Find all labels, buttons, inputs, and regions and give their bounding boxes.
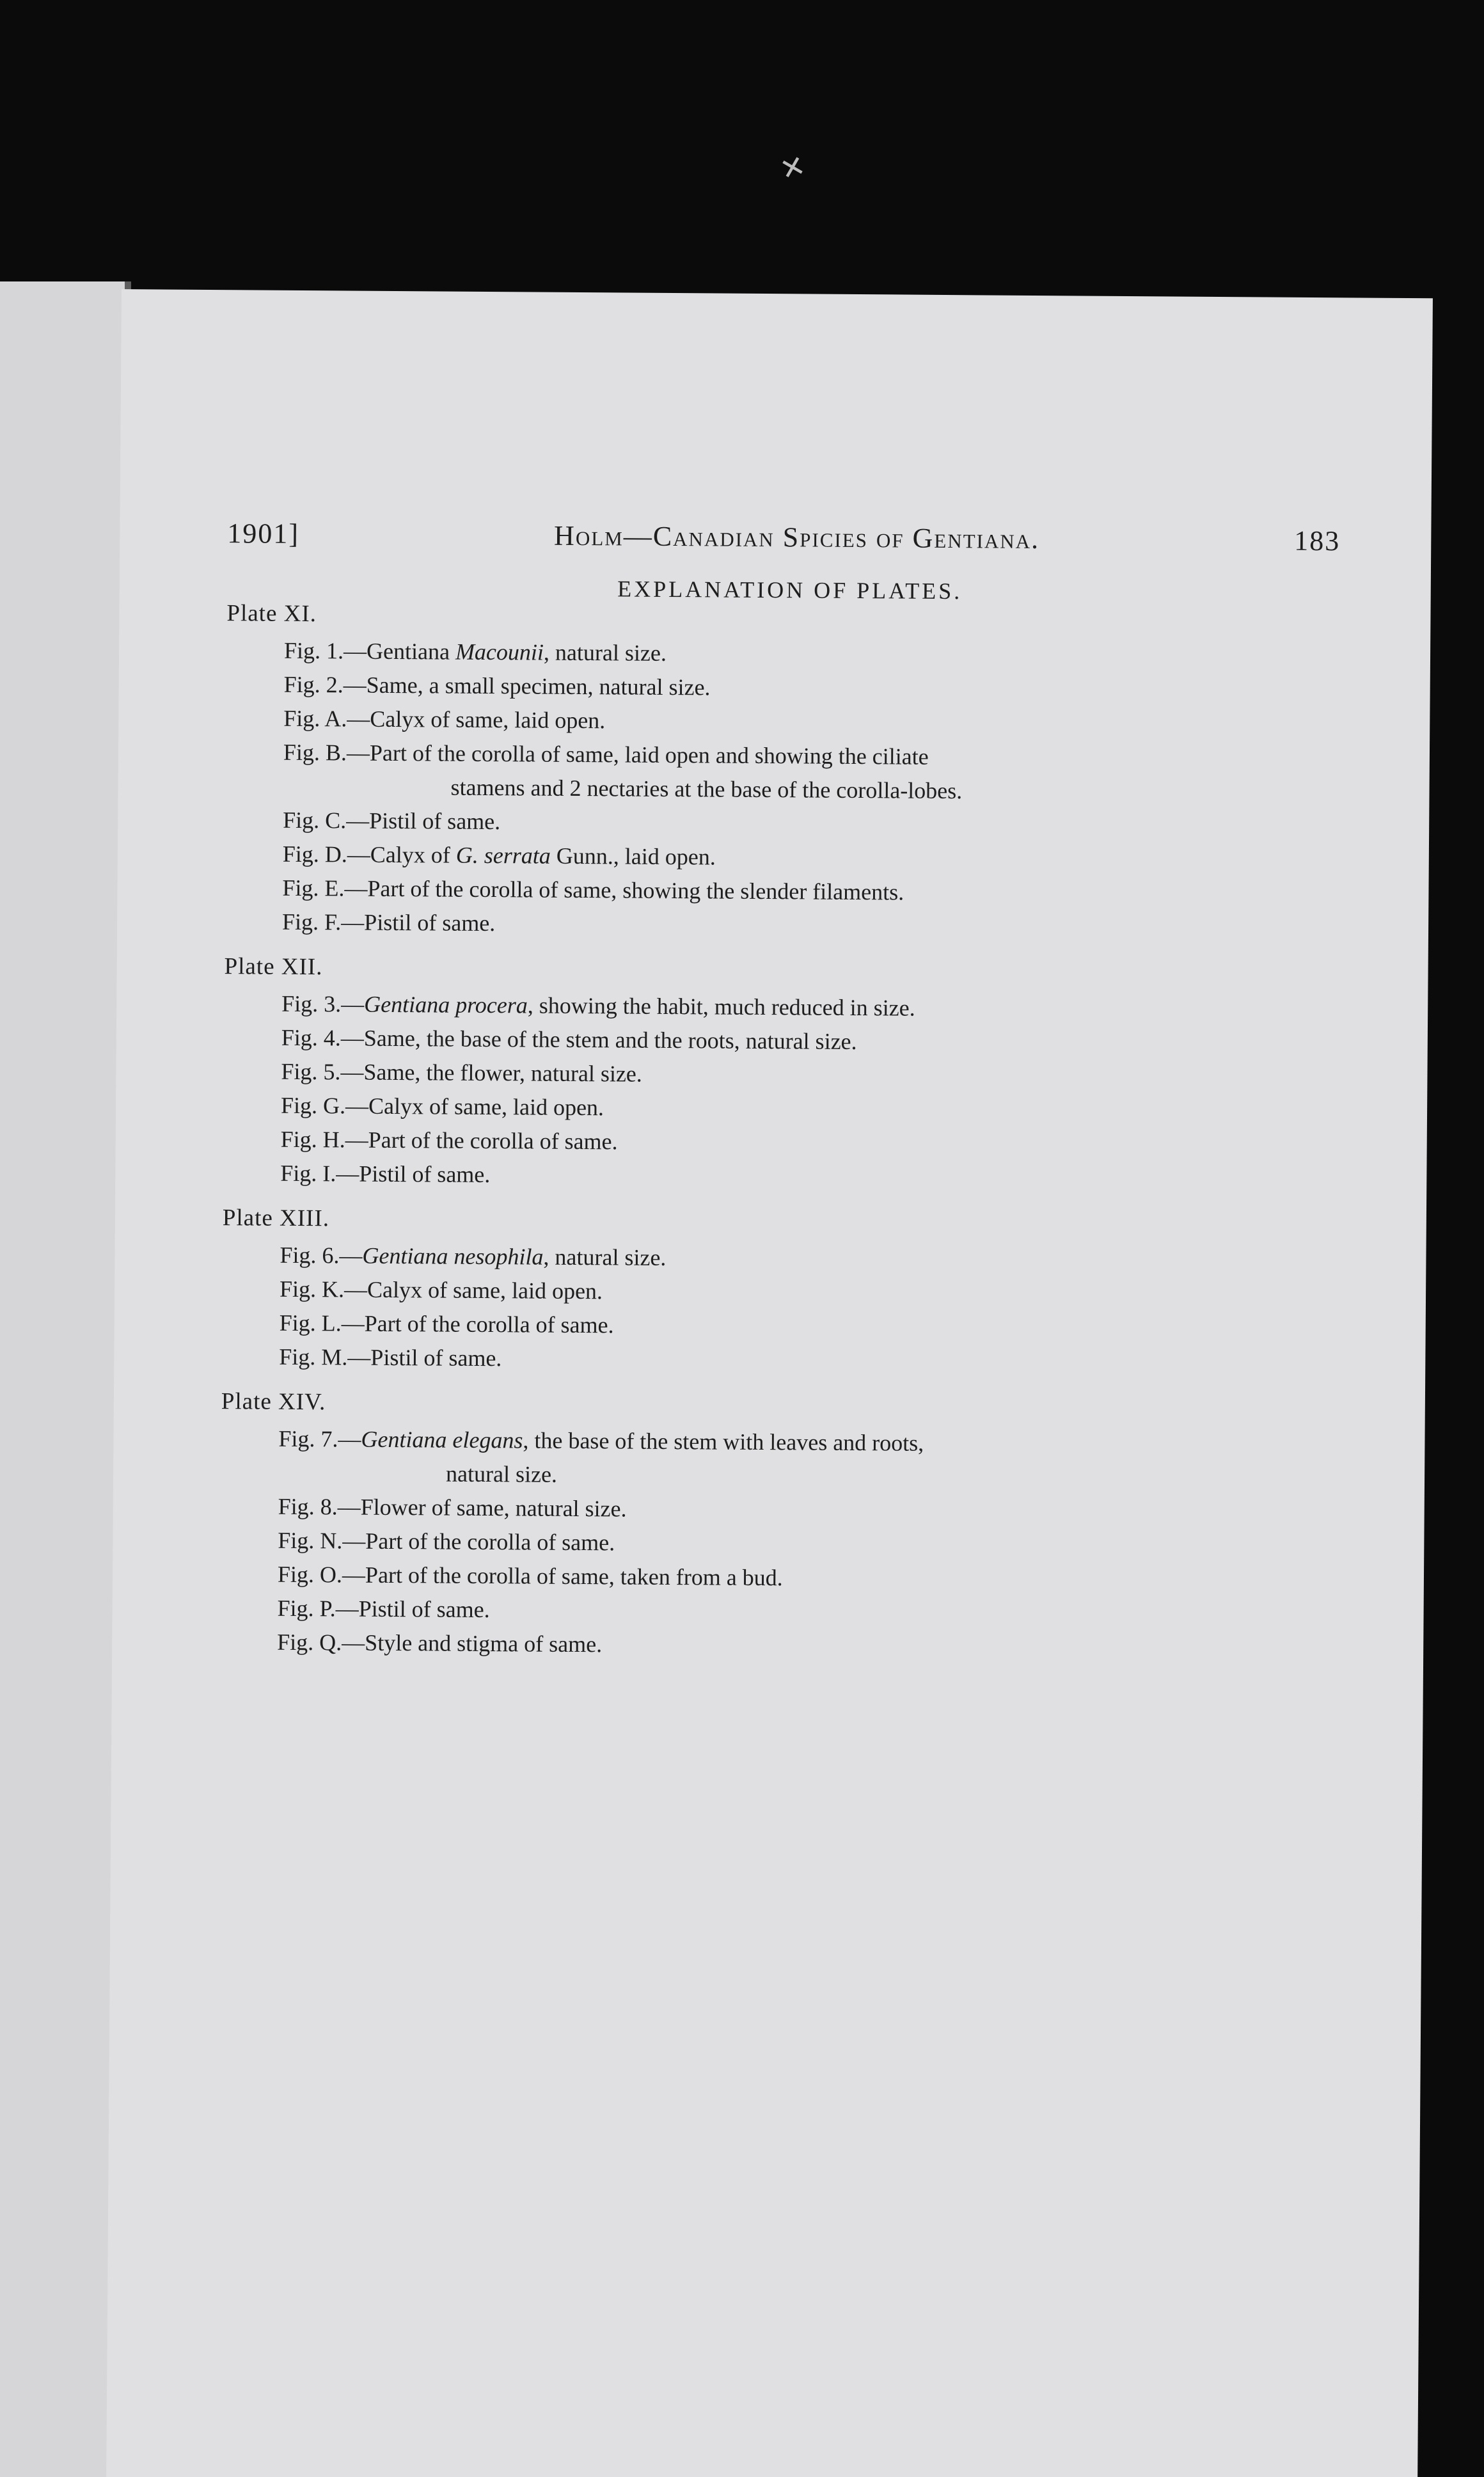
scan-speck-mark: ✕ [777,148,809,187]
caption-text: , natural size. [543,639,667,666]
plate-label: Plate XIII. [222,1205,330,1232]
caption-text: Fig. A.—Calyx of same, laid open. [283,705,606,734]
species-name: Gentiana nesophila [362,1242,544,1270]
caption-text: Fig. D.—Calyx of [282,841,456,868]
species-name: Gentiana elegans [361,1426,523,1453]
figure-caption [225,905,1350,946]
caption-text: Fig. K.—Calyx of same, laid open. [279,1276,603,1304]
caption-text: Fig. N.—Part of the corolla of same. [278,1527,615,1556]
caption-text: Fig. M.—Pistil of same. [279,1343,502,1372]
caption-text: Fig. 4.—Same, the base of the stem and the roots, natural size. [281,1024,857,1055]
caption-text: Fig. 7.— [278,1425,361,1452]
plate-section [223,953,1350,1198]
caption-text: Fig. C.—Pistil of same. [283,807,501,835]
species-name: Macounii [455,638,544,665]
caption-text: Fig. H.—Part of the corolla of same. [280,1126,618,1155]
figure-caption [221,1340,1347,1381]
section-heading: EXPLANATION OF PLATES. [617,576,963,605]
plate-label: Plate XI. [226,600,317,628]
species-name: G. serrata [455,842,551,869]
caption-text: Fig. E.—Part of the corolla of same, showing the slender filaments. [282,874,904,905]
page-content [219,517,1353,1666]
caption-text: Fig. I.—Pistil of same. [280,1160,491,1188]
caption-continuation: natural size. [445,1460,558,1487]
caption-text: Gunn., laid open. [550,843,716,870]
running-header [227,517,1353,557]
species-name: Gentiana procera [364,991,528,1018]
figure-caption [219,1625,1345,1666]
plate-label: Plate XII. [224,953,323,981]
caption-text: Fig. Q.—Style and stigma of same. [277,1629,603,1658]
caption-text: , the base of the stem with leaves and roots, [523,1427,924,1456]
caption-text: Fig. F.—Pistil of same. [281,908,496,937]
caption-text: Fig. L.—Part of the corolla of same. [279,1310,614,1338]
caption-text: , showing the habit, much reduced in size. [527,992,915,1021]
caption-text: Fig. 2.—Same, a small specimen, natural size. [283,671,711,700]
caption-text: Fig. 3.— [281,990,365,1017]
caption-text: Fig. 1.—Gentiana [283,637,456,665]
caption-text: Fig. 8.—Flower of same, natural size. [278,1493,627,1522]
figure-caption [223,1156,1348,1198]
caption-continuation: stamens and 2 nectaries at the base of the corolla-lobes. [450,774,963,804]
header-year: 1901] [227,518,300,550]
caption-text: Fig. G.—Calyx of same, laid open. [280,1092,604,1121]
plate-section [219,1388,1347,1666]
caption-text: Fig. O.—Part of the corolla of same, taken from a bud. [277,1561,783,1591]
page-number: 183 [1294,525,1341,557]
caption-text: Fig. 5.—Same, the flower, natural size. [281,1058,643,1087]
caption-text: Fig. B.—Part of the corolla of same, laid open and showing the ciliate [283,739,929,770]
plate-section [225,599,1353,946]
plate-label: Plate XIV. [221,1388,326,1416]
figure-caption [225,735,1352,811]
plate-section [221,1204,1348,1381]
caption-text: Fig. 6.— [280,1242,363,1269]
plates-list [219,599,1353,1666]
caption-text: , natural size. [543,1244,667,1270]
book-page [106,289,1433,2477]
running-title: Holm—Canadian Spicies of Gentiana. [553,519,1040,555]
caption-text: Fig. P.—Pistil of same. [277,1595,490,1623]
figure-caption [221,1421,1347,1497]
